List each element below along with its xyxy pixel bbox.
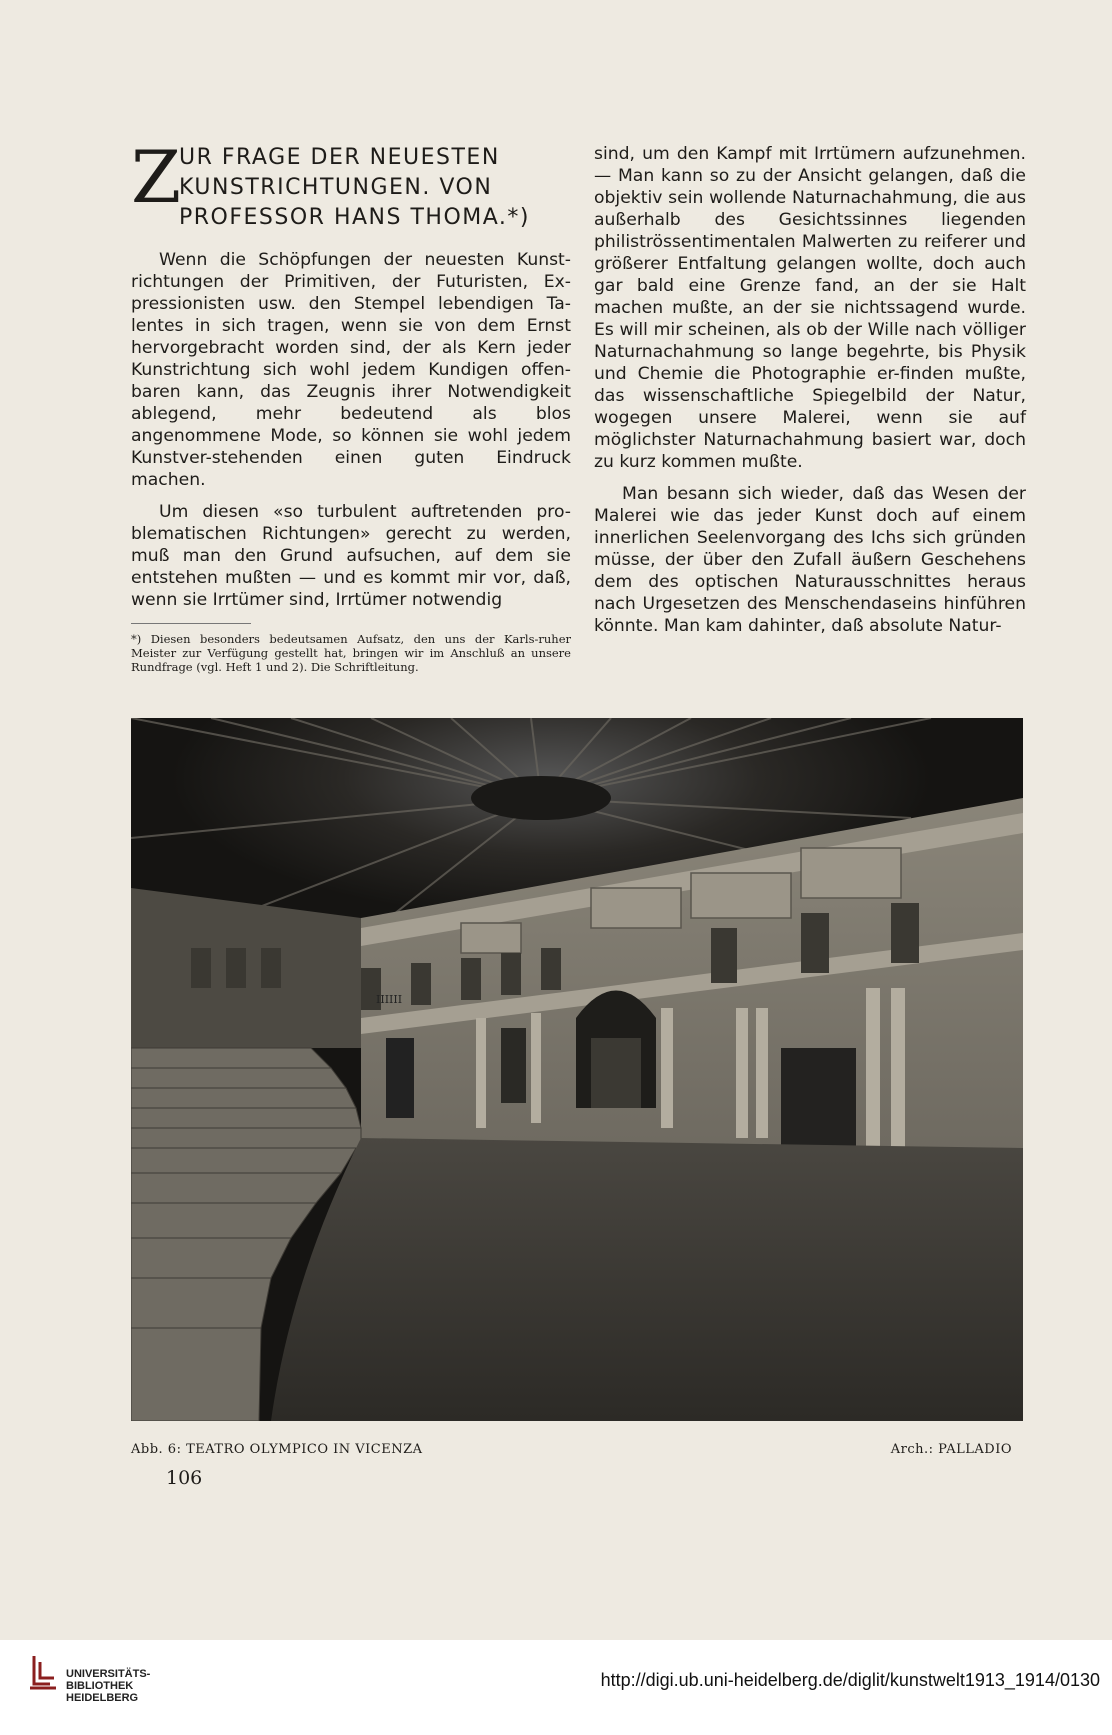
library-line: HEIDELBERG xyxy=(66,1692,139,1704)
library-footer xyxy=(0,1640,1112,1735)
paragraph: Man besann sich wieder, daß das Wesen der Malerei wie das jeder Kunst doch auf einem innerlichen Seelenvorgang des Ichs sich gründen müsse, der über den Zufall äußern Geschehens dem des optischen Naturausschnittes heraus nach Urgesetzen des Menschendaseins hinführen könnte. Man kam dahinter, daß absolute Natur- xyxy=(594,484,1026,636)
library-logo-icon xyxy=(28,1654,58,1692)
footnote: *) Diesen besonders bedeutsamen Aufsatz, den uns der Karls-ruher Meister zur Verfügung gestellt hat, bringen wir im Anschluß an unsere Rundfrage (vgl. Heft 1 und 2). Die Schriftleitung. xyxy=(131,632,571,674)
library-line: BIBLIOTHEK xyxy=(66,1680,134,1692)
library-name xyxy=(66,1668,150,1704)
footnote-divider xyxy=(131,623,251,624)
page-number: 106 xyxy=(166,1467,203,1489)
article-title xyxy=(131,135,571,235)
figure-credit: Arch.: PALLADIO xyxy=(890,1442,1012,1457)
photo-illustration xyxy=(131,718,1023,1421)
title-line-2: KUNSTRICHTUNGEN. VON xyxy=(179,175,493,200)
right-column xyxy=(594,143,1026,647)
title-initial: Z xyxy=(131,135,183,219)
photo-inscription: IIIIII xyxy=(376,993,403,1006)
paragraph: Wenn die Schöpfungen der neuesten Kunst-richtungen der Primitiven, der Futuristen, Ex-pressionisten usw. den Stempel lebendigen Ta-lentes in sich tragen, wenn sie von dem Ernst hervorgebracht worden sind, der als Kern jeder Kunstrichtung sich wohl jedem Kundigen offen-baren kann, das Zeugnis ihrer Notwendigkeit ablegend, mehr bedeutend als blos angenommene Mode, so können sie wohl jedem Kunstver-stehenden einen guten Eindruck machen. xyxy=(131,250,571,490)
title-line-3: PROFESSOR HANS THOMA.*) xyxy=(179,205,530,230)
figure-caption: Abb. 6: TEATRO OLYMPICO IN VICENZA xyxy=(131,1442,423,1457)
teatro-olimpico-photograph xyxy=(131,718,1023,1421)
title-line-1: UR FRAGE DER NEUESTEN xyxy=(179,145,500,170)
left-column xyxy=(131,135,571,674)
paragraph: Um diesen «so turbulent auftretenden pro-blematischen Richtungen» gerecht zu werden, muß man den Grund aufsuchen, auf dem sie entstehen mußten — und es kommt mir vor, daß, wenn sie Irrtümer sind, Irrtümer notwendig xyxy=(131,502,571,610)
library-line: UNIVERSITÄTS- xyxy=(66,1668,151,1680)
source-url[interactable]: http://digi.ub.uni-heidelberg.de/diglit/kunstwelt1913_1914/0130 xyxy=(600,1670,1100,1690)
paragraph: sind, um den Kampf mit Irrtümern aufzunehmen. — Man kann so zu der Ansicht gelangen, daß die objektiv sein wollende Naturnachahmung, die aus außerhalb des Gesichtssinnes liegenden philiströssentimentalen Malwerten zu reiferer und größerer Entfaltung gelangen wollte, doch auch gar bald eine Grenze fand, an der sie Halt machen mußte, an der sie nichtssagend wurde. Es will mir scheinen, als ob der Wille nach völliger Naturnachahmung so lange begehrte, bis Physik und Chemie die Photographie er-finden mußte, das wissenschaftliche Spiegelbild der Natur, wogegen unsere Malerei, wenn sie auf möglichster Naturnachahmung basiert war, doch zu kurz kommen mußte. xyxy=(594,144,1026,472)
